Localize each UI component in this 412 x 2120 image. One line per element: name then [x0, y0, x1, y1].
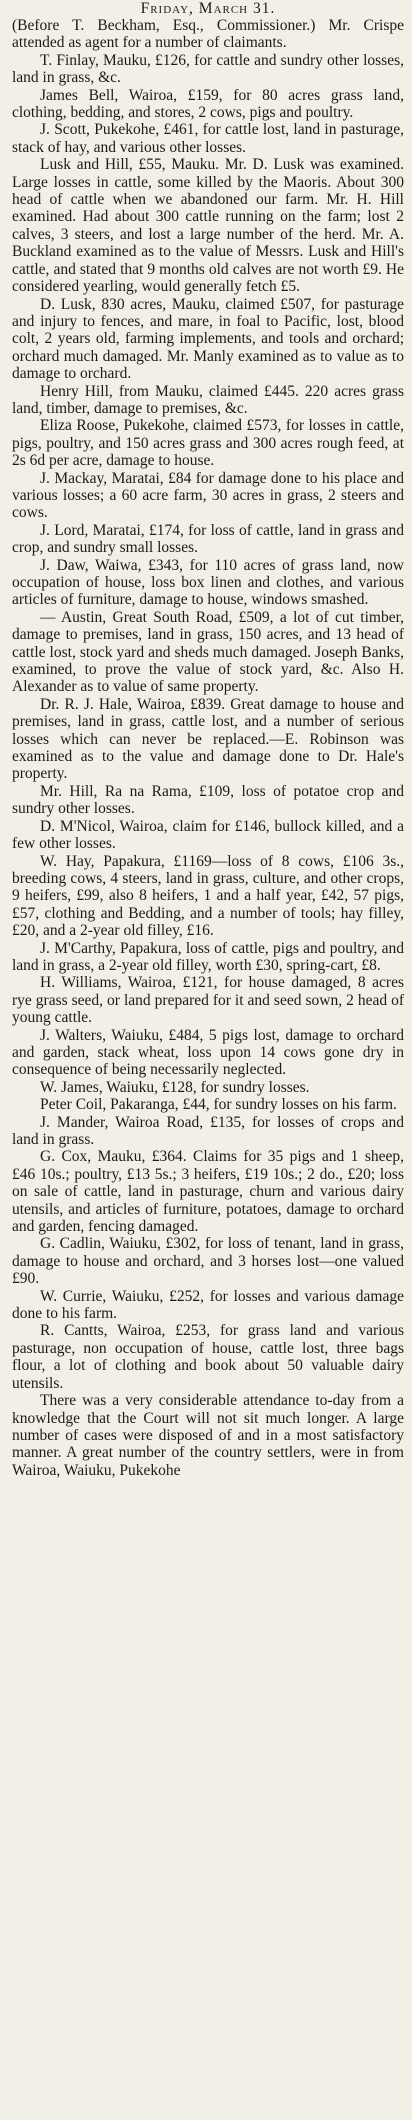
- claim-entry: J. M'Carthy, Papakura, loss of cattle, pigs and poultry, and land in grass, a 2-year old filley, worth £30, spring-cart, £8.: [12, 939, 404, 974]
- claim-entry: Dr. R. J. Hale, Wairoa, £839. Great damage to house and premises, land in grass, cattle lost, and a number of serious losses which can never be replaced.—E. Robinson was examined as to the value and damage done to Dr. Hale's property.: [12, 695, 404, 783]
- claim-entry: W. Hay, Papakura, £1169—loss of 8 cows, £106 3s., breeding cows, 4 steers, land in grass, culture, and other crops, 9 heifers, £99, also 8 heifers, 1 and a half year, £42, 57 pigs, £57, clothing and Bedding, and a number of tools; hay filley, £20, and a 2-year old filley, £16.: [12, 852, 404, 940]
- claim-entry: Mr. Hill, Ra na Rama, £109, loss of potatoe crop and sundry other losses.: [12, 782, 404, 818]
- article-body: [12, 17, 404, 1479]
- claim-entry: J. Daw, Waiwa, £343, for 110 acres of grass land, now occupation of house, loss box linen and clothes, and various articles of furniture, damage to house, windows smashed.: [12, 556, 404, 609]
- claim-entry: J. Scott, Pukekohe, £461, for cattle lost, land in pasturage, stack of hay, and various other losses.: [12, 121, 404, 156]
- session-intro: (Before T. Beckham, Esq., Commissioner.) Mr. Crispe attended as agent for a number of claimants.: [12, 17, 404, 52]
- claim-entry: R. Cantts, Wairoa, £253, for grass land and various pasturage, non occupation of house, cattle lost, three bags flour, a lot of clothing and book about 50 valuable dairy utensils.: [12, 1322, 404, 1392]
- claim-entry: D. Lusk, 830 acres, Mauku, claimed £507, for pasturage and injury to fences, and mare, in foal to Pacific, lost, blood colt, 2 years old, farming implements, and tools and orchard; orchard much damaged. Mr. Manly examined as to value as to damage to orchard.: [12, 295, 404, 383]
- claim-entry: — Austin, Great South Road, £509, a lot of cut timber, damage to premises, land in grass, 150 acres, and 13 head of cattle lost, stock yard and sheds much damaged. Joseph Banks, examined, to prove the value of stock yard, &c. Also H. Alexander as to value of same property.: [12, 608, 404, 696]
- claim-entry: J. Mander, Wairoa Road, £135, for losses of crops and land in grass.: [12, 1113, 404, 1148]
- claim-entry: W. Currie, Waiuku, £252, for losses and various damage done to his farm.: [12, 1287, 404, 1323]
- closing-remarks: There was a very considerable attendance to-day from a knowledge that the Court will not sit much longer. A large number of cases were disposed of and in a most satisfactory manner. A great number of the country settlers, were in from Wairoa, Waiuku, Pukekohe: [12, 1392, 404, 1479]
- date-heading: Friday, March 31.: [140, 0, 276, 17]
- claim-entry: G. Cox, Mauku, £364. Claims for 35 pigs and 1 sheep, £46 10s.; poultry, £13 5s.; 3 heifers, £19 10s.; 2 do., £20; loss on sale of cattle, land in pasturage, churn and various dairy utensils, and articles of furniture, potatoes, damage to orchard and garden, fencing damaged.: [12, 1148, 404, 1236]
- claim-entry: D. M'Nicol, Wairoa, claim for £146, bullock killed, and a few other losses.: [12, 817, 404, 853]
- claim-entry: G. Cadlin, Waiuku, £302, for loss of tenant, land in grass, damage to house and orchard, and 3 horses lost—one valued £90.: [12, 1235, 404, 1288]
- claim-entry: J. Mackay, Maratai, £84 for damage done to his place and various losses; a 60 acre farm, 30 acres in grass, 2 steers and cows.: [12, 469, 404, 522]
- claim-entry: W. James, Waiuku, £128, for sundry losses.: [40, 1078, 310, 1096]
- claim-entry: Henry Hill, from Mauku, claimed £445. 220 acres grass land, timber, damage to premises, &c.: [12, 382, 404, 417]
- claim-entry: Peter Coil, Pakaranga, £44, for sundry losses on his farm.: [40, 1096, 397, 1114]
- claim-entry: James Bell, Wairoa, £159, for 80 acres grass land, clothing, bedding, and stores, 2 cows, pigs and poultry.: [12, 86, 404, 122]
- claim-entry: Eliza Roose, Pukekohe, claimed £573, for losses in cattle, pigs, poultry, and 150 acres grass and 300 acres rough feed, at 2s 6d per acre, damage to house.: [12, 417, 404, 470]
- claim-entry: H. Williams, Wairoa, £121, for house damaged, 8 acres rye grass seed, or land prepared for it and seed sown, 2 head of young cattle.: [12, 974, 404, 1027]
- claim-entry: Lusk and Hill, £55, Mauku. Mr. D. Lusk was examined. Large losses in cattle, some killed by the Maoris. About 300 head of cattle when we abandoned our farm. Mr. H. Hill examined. Had about 300 cattle running on the farm; lost 2 calves, 3 steers, and lost a large number of the herd. Mr. A. Buckland examined as to the value of Messrs. Lusk and Hill's cattle, and stated that 9 months old calves are not worth £9. He considered yearling, would generally fetch £5.: [12, 156, 404, 296]
- claim-entry: T. Finlay, Mauku, £126, for cattle and sundry other losses, land in grass, &c.: [12, 51, 404, 87]
- claim-entry: J. Lord, Maratai, £174, for loss of cattle, land in grass and crop, and sundry small losses.: [12, 521, 404, 557]
- claim-entry: J. Walters, Waiuku, £484, 5 pigs lost, damage to orchard and garden, stack wheat, loss upon 14 cows gone dry in consequence of being necessarily neglected.: [12, 1026, 404, 1079]
